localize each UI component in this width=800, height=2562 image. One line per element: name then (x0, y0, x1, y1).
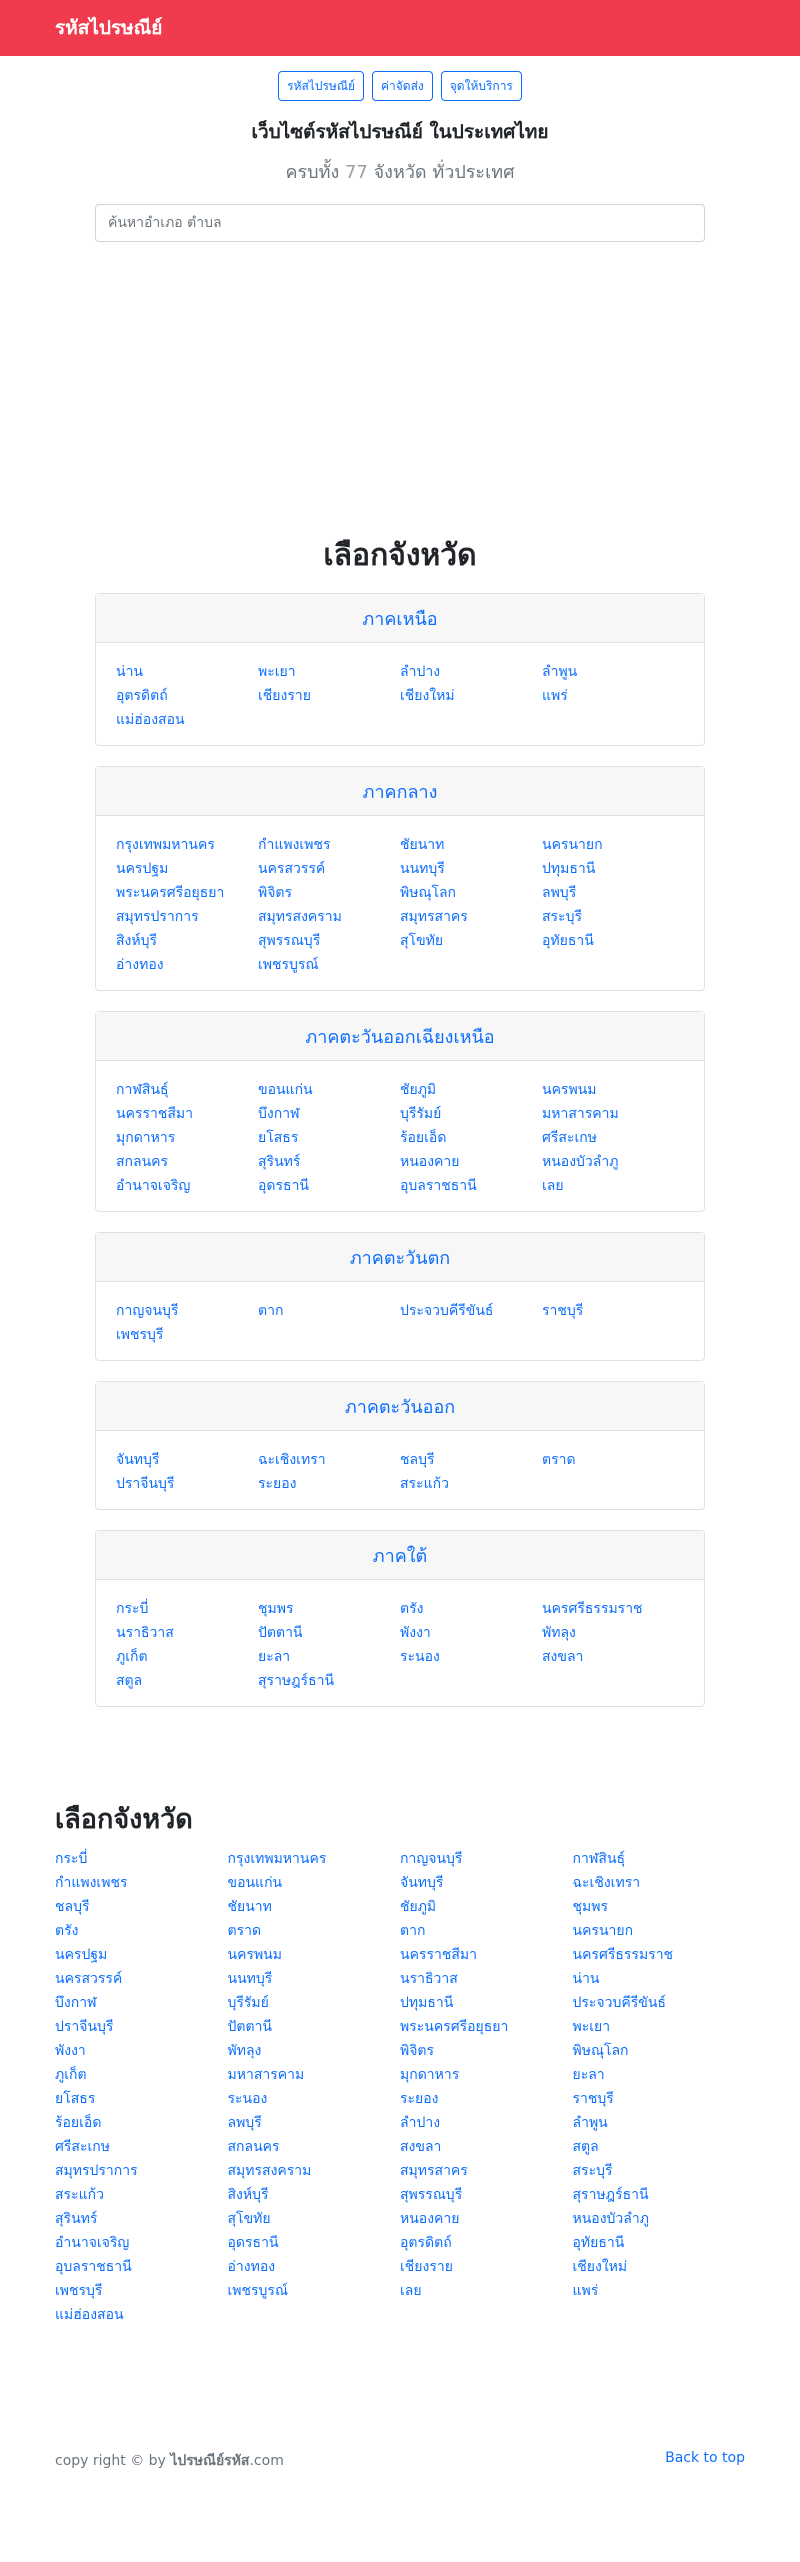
province-link[interactable]: มหาสารคาม (227, 2067, 305, 2083)
province-link[interactable]: บึงกาฬ (55, 1995, 97, 2011)
province-link[interactable]: กำแพงเพชร (55, 1875, 128, 1891)
region-card (95, 1232, 705, 1361)
province-link[interactable]: ฉะเชิงเทรา (572, 1875, 641, 1891)
province-link[interactable]: นนทบุรี (400, 861, 445, 877)
province-link[interactable]: นครพนม (542, 1082, 597, 1098)
province-link[interactable]: พิษณุโลก (572, 2043, 629, 2059)
province-link[interactable]: อุบลราชธานี (55, 2259, 132, 2275)
province-link[interactable]: ตราด (542, 1452, 576, 1468)
province-link[interactable]: ประจวบคีรีขันธ์ (400, 1303, 494, 1319)
province-link[interactable]: สุพรรณบุรี (258, 933, 321, 949)
province-link[interactable]: นครปฐม (116, 861, 169, 877)
province-link[interactable]: มหาสารคาม (542, 1106, 619, 1122)
province-link[interactable]: นนทบุรี (227, 1971, 273, 1987)
region-card (95, 1011, 705, 1212)
province-link[interactable]: สกลนคร (116, 1154, 169, 1170)
province-link[interactable]: ชัยภูมิ (400, 1899, 437, 1915)
province-link[interactable]: เพชรบูรณ์ (227, 2283, 288, 2299)
subtitle-prefix: ครบทั้ง (285, 162, 340, 183)
province-link[interactable]: ราชบุรี (572, 2091, 614, 2107)
province-link[interactable]: ประจวบคีรีขันธ์ (572, 1995, 666, 2011)
province-link[interactable]: ระนอง (400, 1649, 440, 1665)
province-link[interactable]: แพร่ (572, 2283, 599, 2299)
province-link[interactable]: กาฬสินธุ์ (572, 1851, 626, 1867)
region-province-list (96, 1431, 704, 1509)
province-link[interactable]: หนองบัวลำภู (542, 1154, 619, 1170)
service-point-button[interactable]: จุดให้บริการ (441, 71, 522, 101)
province-link[interactable]: นครศรีธรรมราช (572, 1947, 674, 1963)
province-link[interactable]: ศรีสะเกษ (542, 1130, 597, 1146)
select-province-title: เลือกจังหวัด (323, 538, 477, 573)
province-link[interactable]: สระแก้ว (55, 2187, 104, 2203)
province-link[interactable]: อุทัยธานี (542, 933, 594, 949)
page-title: เว็บไซต์รหัสไปรษณีย์ ในประเทศไทย (251, 121, 549, 143)
province-link[interactable]: พัทลุง (227, 2043, 262, 2059)
province-link[interactable]: กาญจนบุรี (116, 1303, 179, 1319)
province-link[interactable]: สระแก้ว (400, 1476, 449, 1492)
province-link[interactable]: มุกดาหาร (116, 1130, 176, 1146)
all-provinces-section (55, 1797, 745, 2324)
province-link[interactable]: สกลนคร (227, 2139, 280, 2155)
province-link[interactable]: สิงห์บุรี (116, 933, 158, 949)
province-link[interactable]: กระบี่ (55, 1851, 88, 1867)
province-link[interactable]: สุรินทร์ (55, 2211, 98, 2227)
province-link[interactable]: ชลบุรี (400, 1452, 435, 1468)
region-province-list (96, 1580, 704, 1706)
province-link[interactable]: ขอนแก่น (258, 1082, 313, 1098)
province-link[interactable]: เชียงใหม่ (400, 688, 455, 704)
region-card (95, 766, 705, 991)
province-link[interactable]: ระยอง (258, 1476, 297, 1492)
province-link[interactable]: ขอนแก่น (227, 1875, 283, 1891)
province-link[interactable]: สุรินทร์ (258, 1154, 301, 1170)
province-link[interactable]: เพชรบูรณ์ (258, 957, 319, 973)
province-link[interactable]: สตูล (572, 2139, 599, 2155)
province-link[interactable]: ระยอง (400, 2091, 439, 2107)
province-link[interactable]: นครนายก (572, 1923, 634, 1939)
province-link[interactable]: ปราจีนบุรี (116, 1476, 175, 1492)
province-link[interactable]: สุราษฎร์ธานี (572, 2187, 649, 2203)
province-link[interactable]: นครสวรรค์ (258, 861, 326, 877)
province-link[interactable]: หนองคาย (400, 2211, 460, 2227)
province-link[interactable]: ชัยนาท (400, 837, 445, 853)
province-link[interactable]: ชลบุรี (55, 1899, 90, 1915)
province-link[interactable]: แม่ฮ่องสอน (116, 712, 185, 728)
province-link[interactable]: ยะลา (572, 2067, 605, 2083)
postal-code-button[interactable]: รหัสไปรษณีย์ (278, 71, 364, 101)
copyright-prefix: copy right © by (55, 2453, 166, 2469)
province-link[interactable]: นราธิวาส (400, 1971, 458, 1987)
province-link[interactable]: หนองบัวลำภู (572, 2211, 649, 2227)
province-link[interactable]: พังงา (55, 2043, 86, 2059)
province-link[interactable]: เชียงราย (258, 688, 311, 704)
province-link[interactable]: ลำพูน (572, 2115, 608, 2131)
brand-link[interactable]: รหัสไปรษณีย์ (55, 17, 163, 39)
province-link[interactable]: พะเยา (258, 664, 296, 680)
province-link[interactable]: ภูเก็ต (116, 1649, 148, 1665)
province-link[interactable]: ปทุมธานี (542, 861, 596, 877)
copyright (55, 2450, 284, 2472)
province-link[interactable]: พิจิตร (258, 885, 293, 901)
province-link[interactable]: หนองคาย (400, 1154, 460, 1170)
province-link[interactable]: ตรัง (400, 1601, 424, 1617)
navbar (0, 0, 800, 56)
province-link[interactable]: สมุทรสงคราม (258, 909, 342, 925)
province-link[interactable]: กระบี่ (116, 1601, 149, 1617)
province-link[interactable]: ตราด (227, 1923, 262, 1939)
province-link[interactable]: สมุทรปราการ (55, 2163, 138, 2179)
province-link[interactable]: ปราจีนบุรี (55, 2019, 114, 2035)
province-link[interactable]: กรุงเทพมหานคร (116, 837, 215, 853)
province-link[interactable]: แม่ฮ่องสอน (55, 2307, 124, 2323)
province-link[interactable]: ระนอง (227, 2091, 268, 2107)
copyright-site-suffix: .com (249, 2453, 284, 2469)
region-header: ภาคตะวันตก (96, 1233, 704, 1282)
search-input[interactable] (95, 204, 705, 242)
province-link[interactable]: สระบุรี (542, 909, 582, 925)
province-link[interactable]: พระนครศรีอยุธยา (116, 885, 225, 901)
province-link[interactable]: สมุทรสาคร (400, 2163, 468, 2179)
province-link[interactable]: ร้อยเอ็ด (400, 1130, 447, 1146)
province-link[interactable]: สงขลา (400, 2139, 442, 2155)
province-link[interactable]: อ่างทอง (227, 2259, 276, 2275)
all-provinces-title: เลือกจังหวัด (55, 1804, 193, 1835)
province-link[interactable]: สุโขทัย (400, 933, 444, 949)
province-link[interactable]: ยะลา (258, 1649, 291, 1665)
region-header: ภาคตะวันออก (96, 1382, 704, 1431)
province-link[interactable]: ตาก (400, 1923, 426, 1939)
footer (55, 2450, 745, 2472)
province-link[interactable]: กาญจนบุรี (400, 1851, 463, 1867)
province-link[interactable]: ลำปาง (400, 2115, 441, 2131)
region-card (95, 593, 705, 746)
province-link[interactable]: เชียงราย (400, 2259, 453, 2275)
region-list (0, 593, 800, 1707)
ad-space (0, 242, 800, 532)
province-link[interactable]: เพชรบุรี (55, 2283, 103, 2299)
province-link[interactable]: นครศรีธรรมราช (542, 1601, 643, 1617)
province-link[interactable]: ลำพูน (542, 664, 578, 680)
region-card (95, 1381, 705, 1510)
province-link[interactable]: ราชบุรี (542, 1303, 584, 1319)
province-link[interactable]: สุราษฎร์ธานี (258, 1673, 335, 1689)
province-link[interactable]: บุรีรัมย์ (400, 1106, 442, 1122)
province-link[interactable]: อุดรธานี (227, 2235, 279, 2251)
province-link[interactable]: สมุทรปราการ (116, 909, 199, 925)
province-link[interactable]: นครราชสีมา (116, 1106, 193, 1122)
province-link[interactable]: อุทัยธานี (572, 2235, 625, 2251)
region-header: ภาคกลาง (96, 767, 704, 816)
province-link[interactable]: นครปฐม (55, 1947, 108, 1963)
province-link[interactable]: มุกดาหาร (400, 2067, 460, 2083)
province-link[interactable]: นราธิวาส (116, 1625, 174, 1641)
region-header: ภาคเหนือ (96, 594, 704, 643)
province-link[interactable]: ภูเก็ต (55, 2067, 87, 2083)
province-link[interactable]: เลย (542, 1178, 564, 1194)
province-link[interactable]: พิษณุโลก (400, 885, 457, 901)
province-link[interactable]: สตูล (116, 1673, 143, 1689)
region-province-list (96, 1061, 704, 1211)
province-link[interactable]: ตรัง (55, 1923, 79, 1939)
region-province-list (96, 1282, 704, 1360)
region-header: ภาคใต้ (96, 1531, 704, 1580)
province-link[interactable]: เลย (400, 2283, 422, 2299)
province-link[interactable]: นครนายก (542, 837, 603, 853)
province-link[interactable]: จันทบุรี (116, 1452, 160, 1468)
province-link[interactable]: ลำปาง (400, 664, 441, 680)
province-link[interactable]: แพร่ (542, 688, 568, 704)
province-link[interactable]: ลพบุรี (542, 885, 577, 901)
province-link[interactable]: ชุมพร (258, 1601, 294, 1617)
province-link[interactable]: กำแพงเพชร (258, 837, 331, 853)
province-link[interactable]: อำนาจเจริญ (55, 2235, 130, 2251)
province-link[interactable]: สุพรรณบุรี (400, 2187, 463, 2203)
province-link[interactable]: พิจิตร (400, 2043, 435, 2059)
province-link[interactable]: ปัตตานี (258, 1625, 303, 1641)
province-link[interactable]: ตาก (258, 1303, 284, 1319)
province-link[interactable]: อ่างทอง (116, 957, 164, 973)
province-link[interactable]: ปัตตานี (227, 2019, 273, 2035)
province-link[interactable]: ยโสธร (55, 2091, 96, 2107)
province-link[interactable]: ฉะเชิงเทรา (258, 1452, 326, 1468)
region-card (95, 1530, 705, 1707)
province-link[interactable]: อุบลราชธานี (400, 1178, 477, 1194)
province-link[interactable]: ศรีสะเกษ (55, 2139, 110, 2155)
province-link[interactable]: พังงา (400, 1625, 431, 1641)
region-province-list (96, 816, 704, 990)
province-link[interactable]: พัทลุง (542, 1625, 576, 1641)
province-link[interactable]: ร้อยเอ็ด (55, 2115, 102, 2131)
province-link[interactable]: ปทุมธานี (400, 1995, 454, 2011)
province-link[interactable]: พะเยา (572, 2019, 611, 2035)
province-link[interactable]: สุโขทัย (227, 2211, 271, 2227)
province-link[interactable]: สิงห์บุรี (227, 2187, 269, 2203)
province-link[interactable]: บุรีรัมย์ (227, 1995, 269, 2011)
province-link[interactable]: กรุงเทพมหานคร (227, 1851, 327, 1867)
region-province-list (96, 643, 704, 745)
province-link[interactable]: สงขลา (542, 1649, 584, 1665)
search-container (95, 204, 705, 242)
province-link[interactable]: อุตรดิตถ์ (116, 688, 168, 704)
province-link[interactable]: สมุทรสาคร (400, 909, 468, 925)
province-count: 77 (344, 162, 368, 183)
province-link[interactable]: นครราชสีมา (400, 1947, 477, 1963)
province-link[interactable]: น่าน (116, 664, 144, 680)
shipping-cost-button[interactable]: ค่าจัดส่ง (372, 71, 433, 101)
province-link[interactable]: ลพบุรี (227, 2115, 262, 2131)
province-link[interactable]: เพชรบุรี (116, 1327, 164, 1343)
subtitle-suffix: จังหวัด ทั่วประเทศ (373, 162, 515, 183)
province-link[interactable]: อุตรดิตถ์ (400, 2235, 452, 2251)
province-link[interactable]: กาฬสินธุ์ (116, 1082, 169, 1098)
page-subtitle (0, 157, 800, 186)
province-link[interactable]: ชัยภูมิ (400, 1082, 437, 1098)
province-link[interactable]: นครพนม (227, 1947, 282, 1963)
province-link[interactable]: สระบุรี (572, 2163, 613, 2179)
province-link[interactable]: อำนาจเจริญ (116, 1178, 191, 1194)
top-button-group (0, 71, 800, 101)
all-provinces-grid (55, 1850, 745, 2324)
province-link[interactable]: สมุทรสงคราม (227, 2163, 312, 2179)
province-link[interactable]: ยโสธร (258, 1130, 299, 1146)
province-link[interactable]: บึงกาฬ (258, 1106, 300, 1122)
province-link[interactable]: เชียงใหม่ (572, 2259, 628, 2275)
province-link[interactable]: จันทบุรี (400, 1875, 444, 1891)
province-link[interactable]: ชุมพร (572, 1899, 608, 1915)
back-to-top-link[interactable]: Back to top (665, 2450, 745, 2466)
province-link[interactable]: น่าน (572, 1971, 600, 1987)
province-link[interactable]: ชัยนาท (227, 1899, 272, 1915)
province-link[interactable]: พระนครศรีอยุธยา (400, 2019, 509, 2035)
copyright-site-name: ไปรษณีย์รหัส (170, 2453, 250, 2469)
province-link[interactable]: นครสวรรค์ (55, 1971, 123, 1987)
region-header: ภาคตะวันออกเฉียงเหนือ (96, 1012, 704, 1061)
province-link[interactable]: อุดรธานี (258, 1178, 309, 1194)
